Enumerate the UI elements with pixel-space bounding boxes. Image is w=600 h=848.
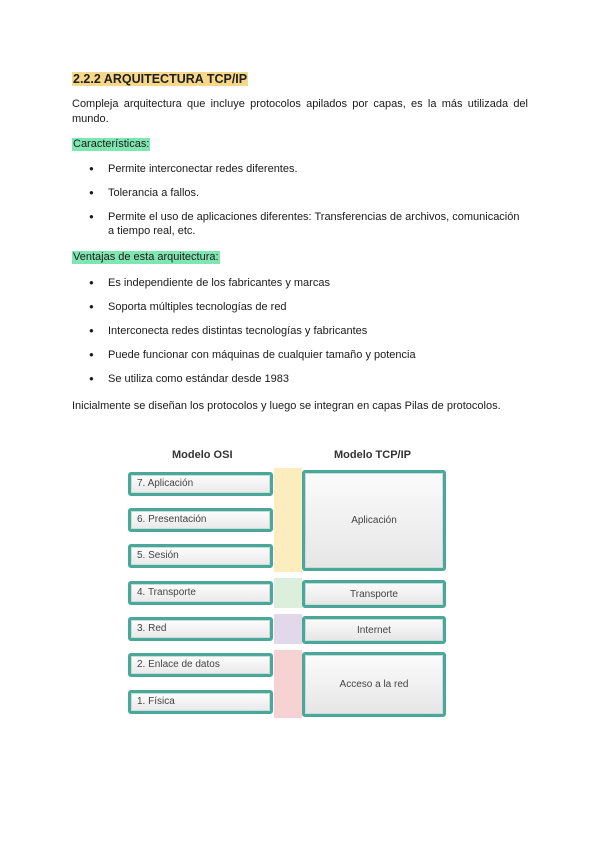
list-item: ● Se utiliza como estándar desde 1983 bbox=[72, 372, 528, 386]
tcp-layer-internet-label: Internet bbox=[357, 624, 391, 636]
osi-column-title: Modelo OSI bbox=[172, 449, 233, 461]
features-label: Características: bbox=[73, 138, 150, 150]
tcp-layer-application-label: Aplicación bbox=[351, 515, 397, 526]
list-item: ● Soporta múltiples tecnologías de red bbox=[72, 300, 528, 314]
osi-layer-6: 6. Presentación bbox=[128, 508, 273, 532]
osi-layer-2: 2. Enlace de datos bbox=[128, 653, 273, 677]
tcp-layer-network-access-label: Acceso a la red bbox=[339, 679, 409, 690]
tcp-layer-internet bbox=[302, 616, 446, 644]
osi-layer-3: 3. Red bbox=[128, 617, 273, 641]
list-item: ● Permite el uso de aplicaciones diferentes: Transferencias de archivos, comunicación a tiempo real, etc. bbox=[72, 210, 528, 238]
band-application bbox=[274, 468, 302, 572]
osi-layer-5: 5. Sesión bbox=[128, 544, 273, 568]
tcp-layer-application bbox=[302, 470, 446, 571]
list-item: ● Puede funcionar con máquinas de cualquier tamaño y potencia bbox=[72, 348, 528, 362]
tcp-layer-network-access bbox=[302, 652, 446, 717]
list-item: ● Es independiente de los fabricantes y marcas bbox=[72, 276, 528, 290]
osi-tcp-diagram bbox=[124, 444, 452, 724]
intro-paragraph: Compleja arquitectura que incluye protocolos apilados por capas, es la más utilizada del mundo. bbox=[72, 98, 528, 125]
osi-layer-4: 4. Transporte bbox=[128, 581, 273, 605]
band-network-access bbox=[274, 650, 302, 718]
advantages-label: Ventajas de esta arquitectura: bbox=[73, 251, 219, 263]
band-transport bbox=[274, 578, 302, 608]
list-item: ● Interconecta redes distintas tecnologías y fabricantes bbox=[72, 324, 528, 338]
section-heading: 2.2.2 ARQUITECTURA TCP/IP bbox=[73, 72, 248, 86]
closing-paragraph: Inicialmente se diseñan los protocolos y luego se integran en capas Pilas de protocolos. bbox=[72, 400, 501, 412]
list-item: ● Tolerancia a fallos. bbox=[72, 186, 528, 200]
tcp-column-title: Modelo TCP/IP bbox=[334, 449, 411, 461]
advantages-list bbox=[72, 276, 528, 396]
tcp-layer-transport-label: Transporte bbox=[350, 588, 398, 600]
osi-layer-1: 1. Física bbox=[128, 690, 273, 714]
list-item: ● Permite interconectar redes diferentes. bbox=[72, 162, 528, 176]
features-list bbox=[72, 162, 528, 248]
tcp-layer-transport bbox=[302, 580, 446, 608]
band-internet bbox=[274, 614, 302, 644]
osi-layer-7: 7. Aplicación bbox=[128, 472, 273, 496]
